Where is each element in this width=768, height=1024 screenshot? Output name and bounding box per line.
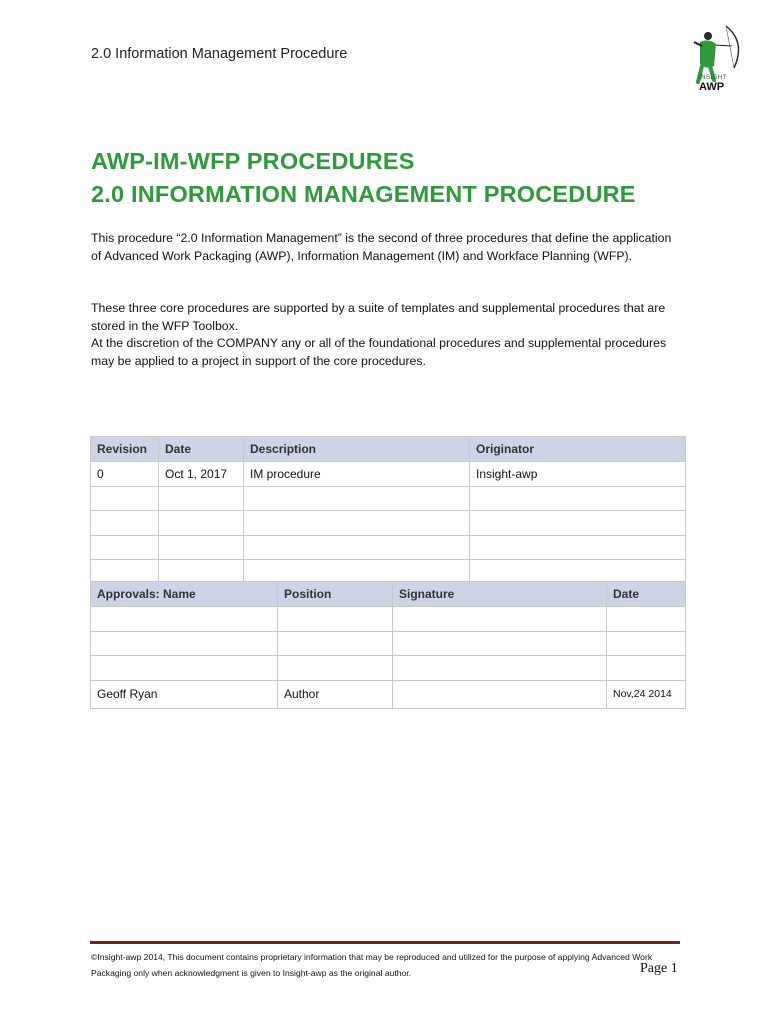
revision-cell: 0 bbox=[91, 462, 159, 487]
originator-cell: Insight-awp bbox=[470, 462, 686, 487]
position-cell: Author bbox=[278, 680, 393, 708]
intro-paragraph: This procedure “2.0 Information Management” is the second of three procedures that define the application of Advanced Work Packaging (AWP), Information Management (IM) and Workface Planning (WFP). bbox=[91, 231, 672, 263]
originator-cell bbox=[470, 486, 686, 511]
discretion-text: At the discretion of the COMPANY any or all of the foundational procedures and supplemental procedures may be applied to a project in support of the core procedures. bbox=[91, 336, 667, 368]
originator-cell bbox=[470, 511, 686, 536]
revision-cell bbox=[91, 511, 159, 536]
description-cell: IM procedure bbox=[244, 462, 470, 487]
table-row bbox=[91, 607, 686, 632]
signature-cell bbox=[393, 680, 607, 708]
core-procedures-paragraph bbox=[91, 300, 681, 370]
logo-wordmark bbox=[699, 75, 727, 93]
description-cell bbox=[244, 486, 470, 511]
table-row bbox=[91, 511, 686, 536]
signature-col-header: Signature bbox=[393, 582, 607, 607]
position-col-header: Position bbox=[278, 582, 393, 607]
revision-table bbox=[90, 436, 686, 585]
sub-title: 2.0 INFORMATION MANAGEMENT PROCEDURE bbox=[91, 181, 636, 207]
date-cell: Oct 1, 2017 bbox=[159, 462, 244, 487]
logo-small-text: INSIGHT bbox=[699, 75, 727, 81]
name-cell bbox=[91, 656, 278, 681]
date-cell bbox=[159, 486, 244, 511]
footer-copyright: ©Insight-awp 2014, This document contains proprietary information that may be reproduced and utilized for the purpose of applying Advanced Work Packaging only when acknowledgment is given to Insight-awp as the original author. bbox=[91, 952, 653, 978]
position-cell bbox=[278, 607, 393, 632]
table-row bbox=[91, 631, 686, 656]
table-row bbox=[91, 535, 686, 560]
name-cell bbox=[91, 631, 278, 656]
signature-cell bbox=[393, 631, 607, 656]
table-row bbox=[91, 462, 686, 487]
revision-cell bbox=[91, 486, 159, 511]
position-cell bbox=[278, 656, 393, 681]
header-doc-title: 2.0 Information Management Procedure bbox=[91, 46, 348, 62]
description-col-header: Description bbox=[244, 437, 470, 462]
approval-date-cell bbox=[607, 607, 686, 632]
approvals-table bbox=[90, 581, 686, 709]
page-number: Page 1 bbox=[640, 961, 678, 976]
table-row bbox=[91, 656, 686, 681]
position-cell bbox=[278, 631, 393, 656]
table-row bbox=[91, 680, 686, 708]
revision-col-header: Revision bbox=[91, 437, 159, 462]
date-cell bbox=[159, 535, 244, 560]
approval-date-cell bbox=[607, 656, 686, 681]
name-cell: Geoff Ryan bbox=[91, 680, 278, 708]
revision-cell bbox=[91, 535, 159, 560]
signature-cell bbox=[393, 656, 607, 681]
logo-big-text: AWP bbox=[699, 81, 725, 93]
approvals-name-col-header: Approvals: Name bbox=[91, 582, 278, 607]
originator-cell bbox=[470, 535, 686, 560]
approval-date-cell: Nov,24 2014 bbox=[607, 680, 686, 708]
approval-date-col-header: Date bbox=[607, 582, 686, 607]
revision-header-row bbox=[91, 437, 686, 462]
originator-col-header: Originator bbox=[470, 437, 686, 462]
name-cell bbox=[91, 607, 278, 632]
signature-cell bbox=[393, 607, 607, 632]
approvals-header-row bbox=[91, 582, 686, 607]
footer-divider bbox=[90, 941, 680, 944]
date-cell bbox=[159, 511, 244, 536]
core-procedures-text: These three core procedures are supported by a suite of templates and supplemental procedures that are stored in the WFP Toolbox. bbox=[91, 301, 666, 333]
approval-date-cell bbox=[607, 631, 686, 656]
table-row bbox=[91, 486, 686, 511]
date-col-header: Date bbox=[159, 437, 244, 462]
main-title: AWP-IM-WFP PROCEDURES bbox=[91, 148, 415, 174]
description-cell bbox=[244, 535, 470, 560]
description-cell bbox=[244, 511, 470, 536]
